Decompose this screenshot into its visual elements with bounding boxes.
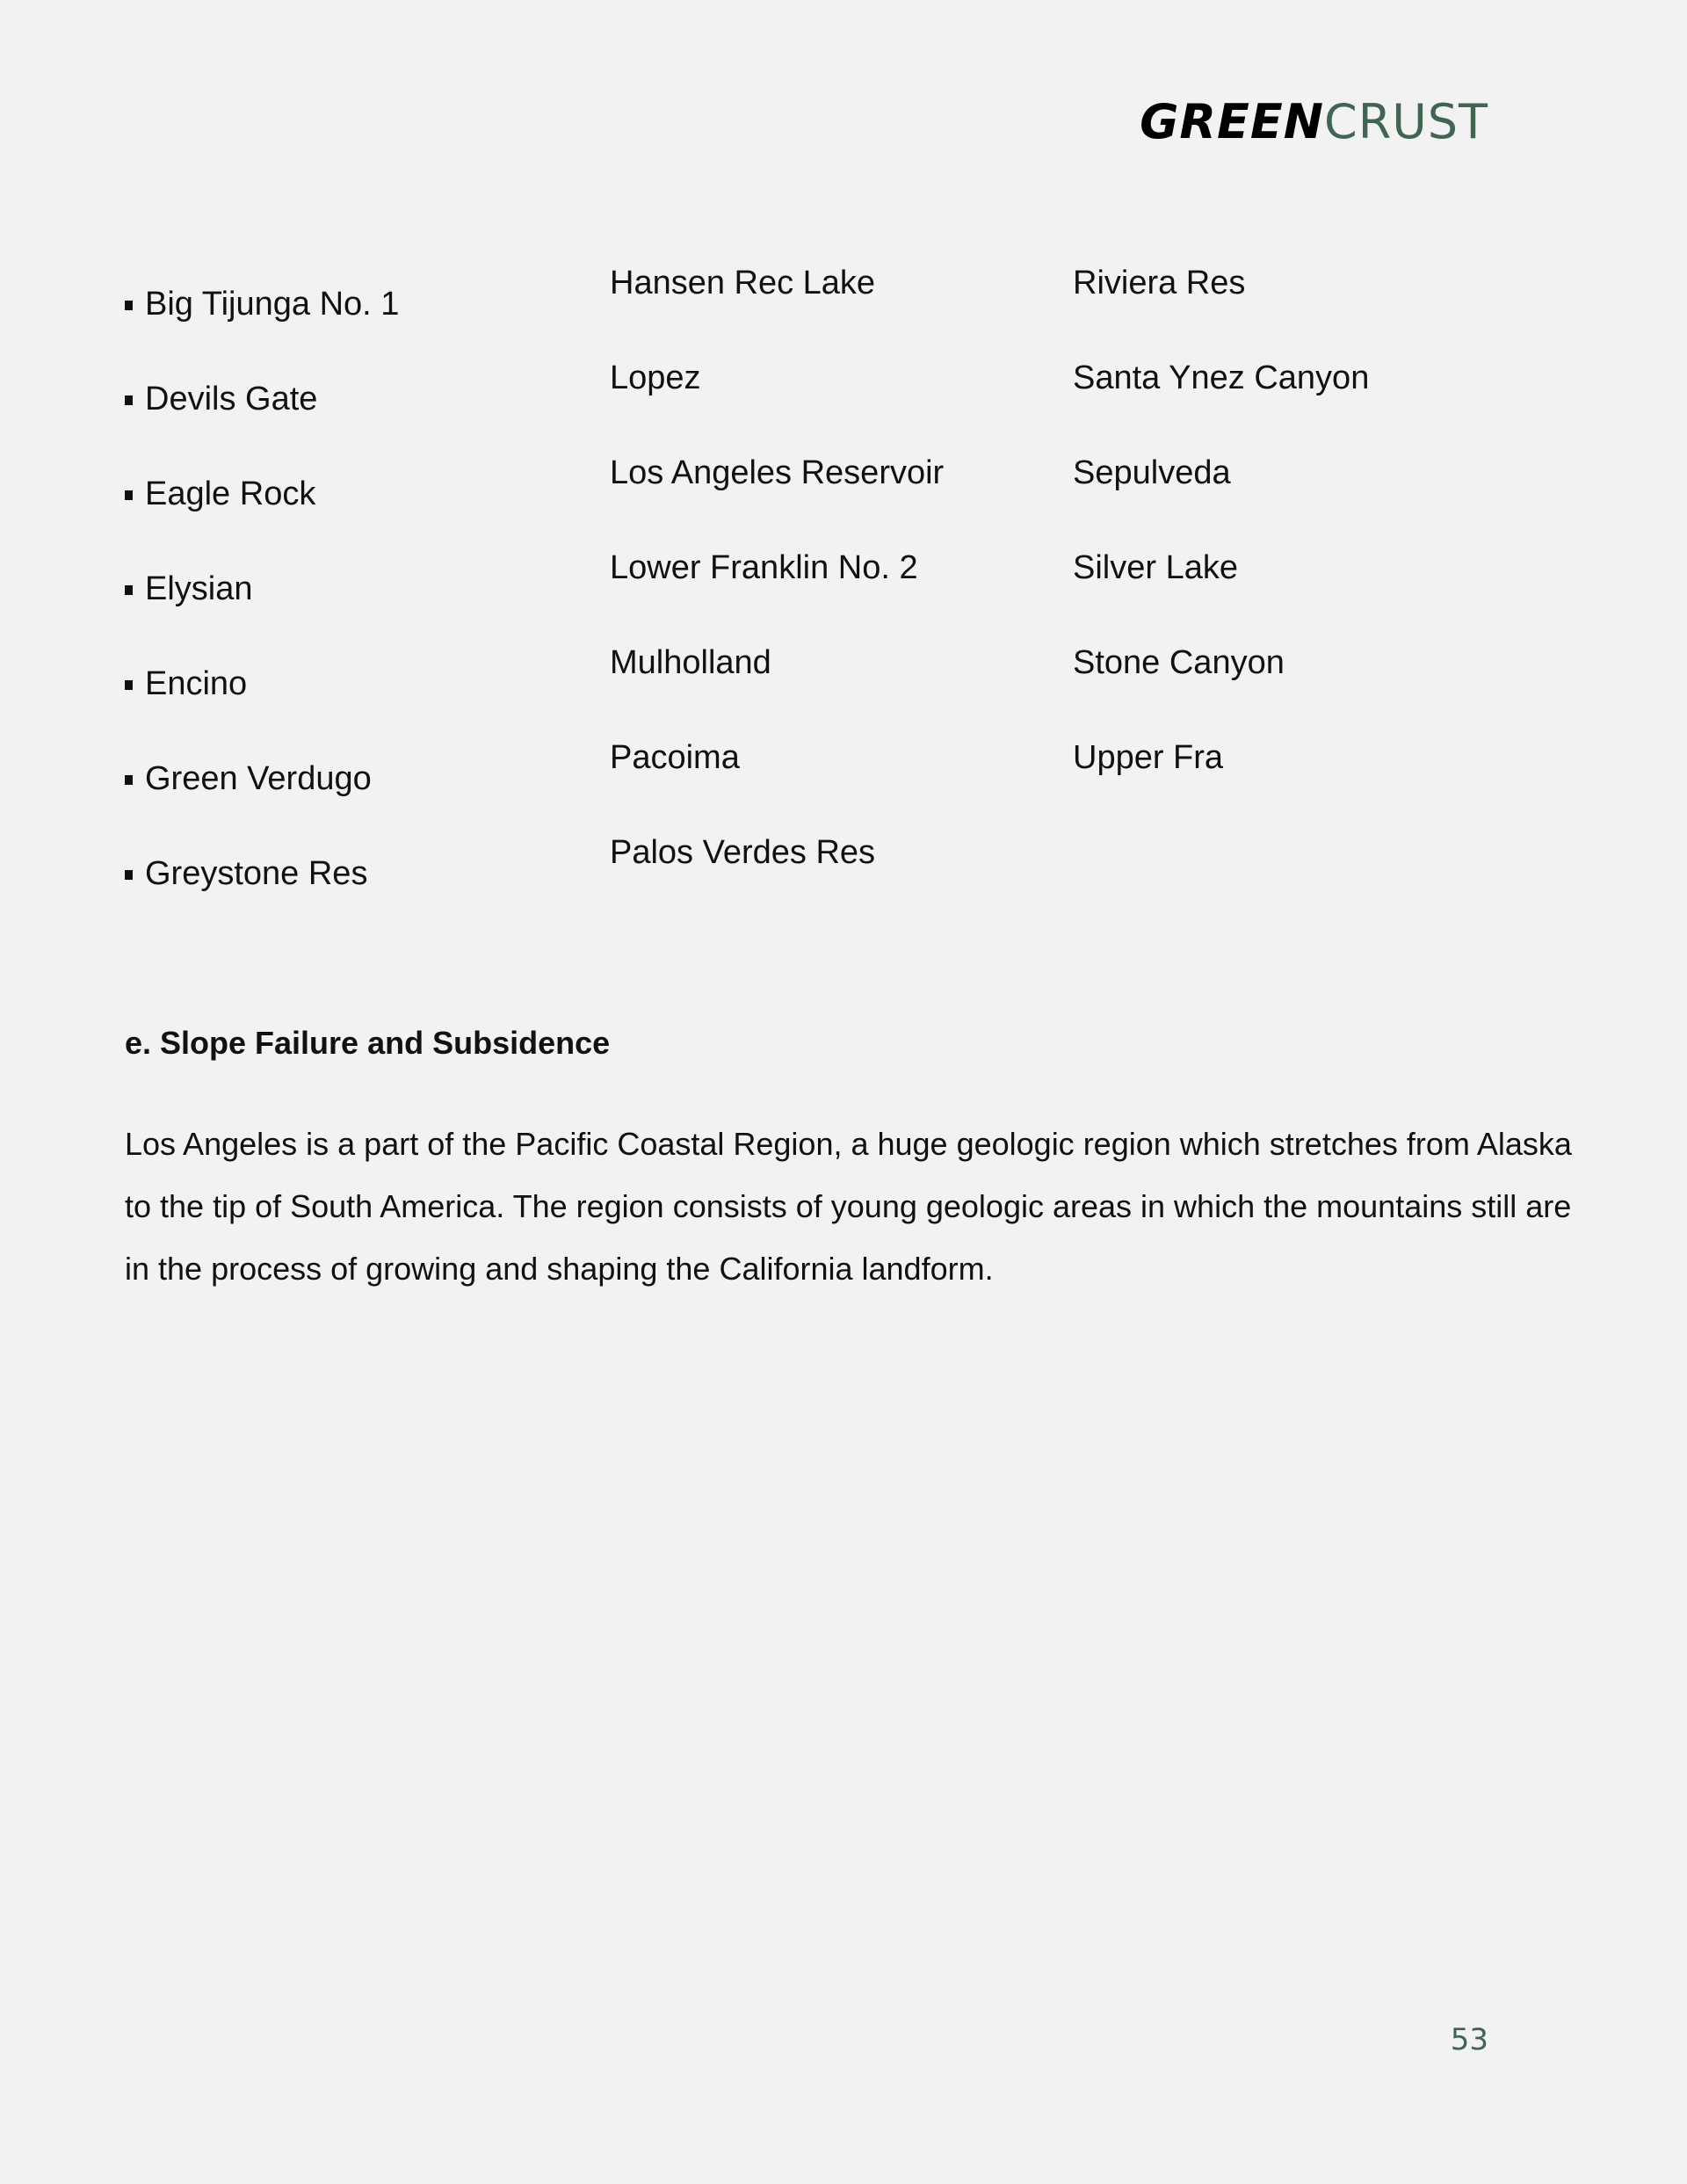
reservoir-name: Lower Franklin No. 2 <box>610 549 918 586</box>
reservoir-name: Silver Lake <box>1073 549 1238 586</box>
greencrust-logo <box>1140 94 1488 149</box>
list-item <box>125 257 610 352</box>
reservoir-name: Mulholland <box>610 644 771 681</box>
list-item <box>125 636 610 731</box>
reservoir-name: Elysian <box>145 570 253 607</box>
reservoir-name: Eagle Rock <box>145 475 316 512</box>
reservoir-name: Upper Fra <box>1073 739 1224 776</box>
empty-cell <box>1073 826 1530 921</box>
body-paragraph: Los Angeles is a part of the Pacific Coastal Region, a huge geologic region which stretches from Alaska to the tip of South America. The region consists of young geologic areas in which the mountains still are in the process of growing and shaping the California landform. <box>125 1126 1572 1287</box>
bullet-icon <box>125 395 133 405</box>
list-item <box>125 541 610 636</box>
reservoir-name: Sepulveda <box>1073 454 1231 491</box>
bullet-icon <box>125 680 133 690</box>
reservoir-name: Greystone Res <box>145 855 368 892</box>
reservoir-name: Devils Gate <box>145 381 318 417</box>
bullet-icon <box>125 301 133 310</box>
reservoir-list <box>125 257 1566 921</box>
reservoir-name: Big Tijunga No. 1 <box>145 286 400 323</box>
bullet-icon <box>125 775 133 785</box>
reservoir-name: Green Verdugo <box>145 760 372 797</box>
page-number: 53 <box>1450 2022 1488 2057</box>
bullet-icon <box>125 585 133 595</box>
reservoir-name: Lopez <box>610 359 701 396</box>
section-heading: e. Slope Failure and Subsidence <box>125 1025 611 1061</box>
list-item <box>125 826 610 921</box>
reservoir-name: Los Angeles Reservoir <box>610 454 945 491</box>
reservoir-name: Pacoima <box>610 739 740 776</box>
list-item <box>125 731 610 826</box>
bullet-icon <box>125 870 133 880</box>
reservoir-name: Santa Ynez Canyon <box>1073 359 1370 396</box>
reservoir-name: Encino <box>145 665 248 702</box>
logo-light-text: CRUST <box>1323 94 1488 149</box>
list-item <box>125 446 610 541</box>
logo-bold-text: GREEN <box>1140 94 1324 149</box>
bullet-icon <box>125 490 133 500</box>
reservoir-name: Hansen Rec Lake <box>610 265 876 301</box>
reservoir-name: Palos Verdes Res <box>610 834 876 871</box>
reservoir-name: Riviera Res <box>1073 265 1246 301</box>
list-item <box>125 352 610 446</box>
reservoir-name: Stone Canyon <box>1073 644 1285 681</box>
